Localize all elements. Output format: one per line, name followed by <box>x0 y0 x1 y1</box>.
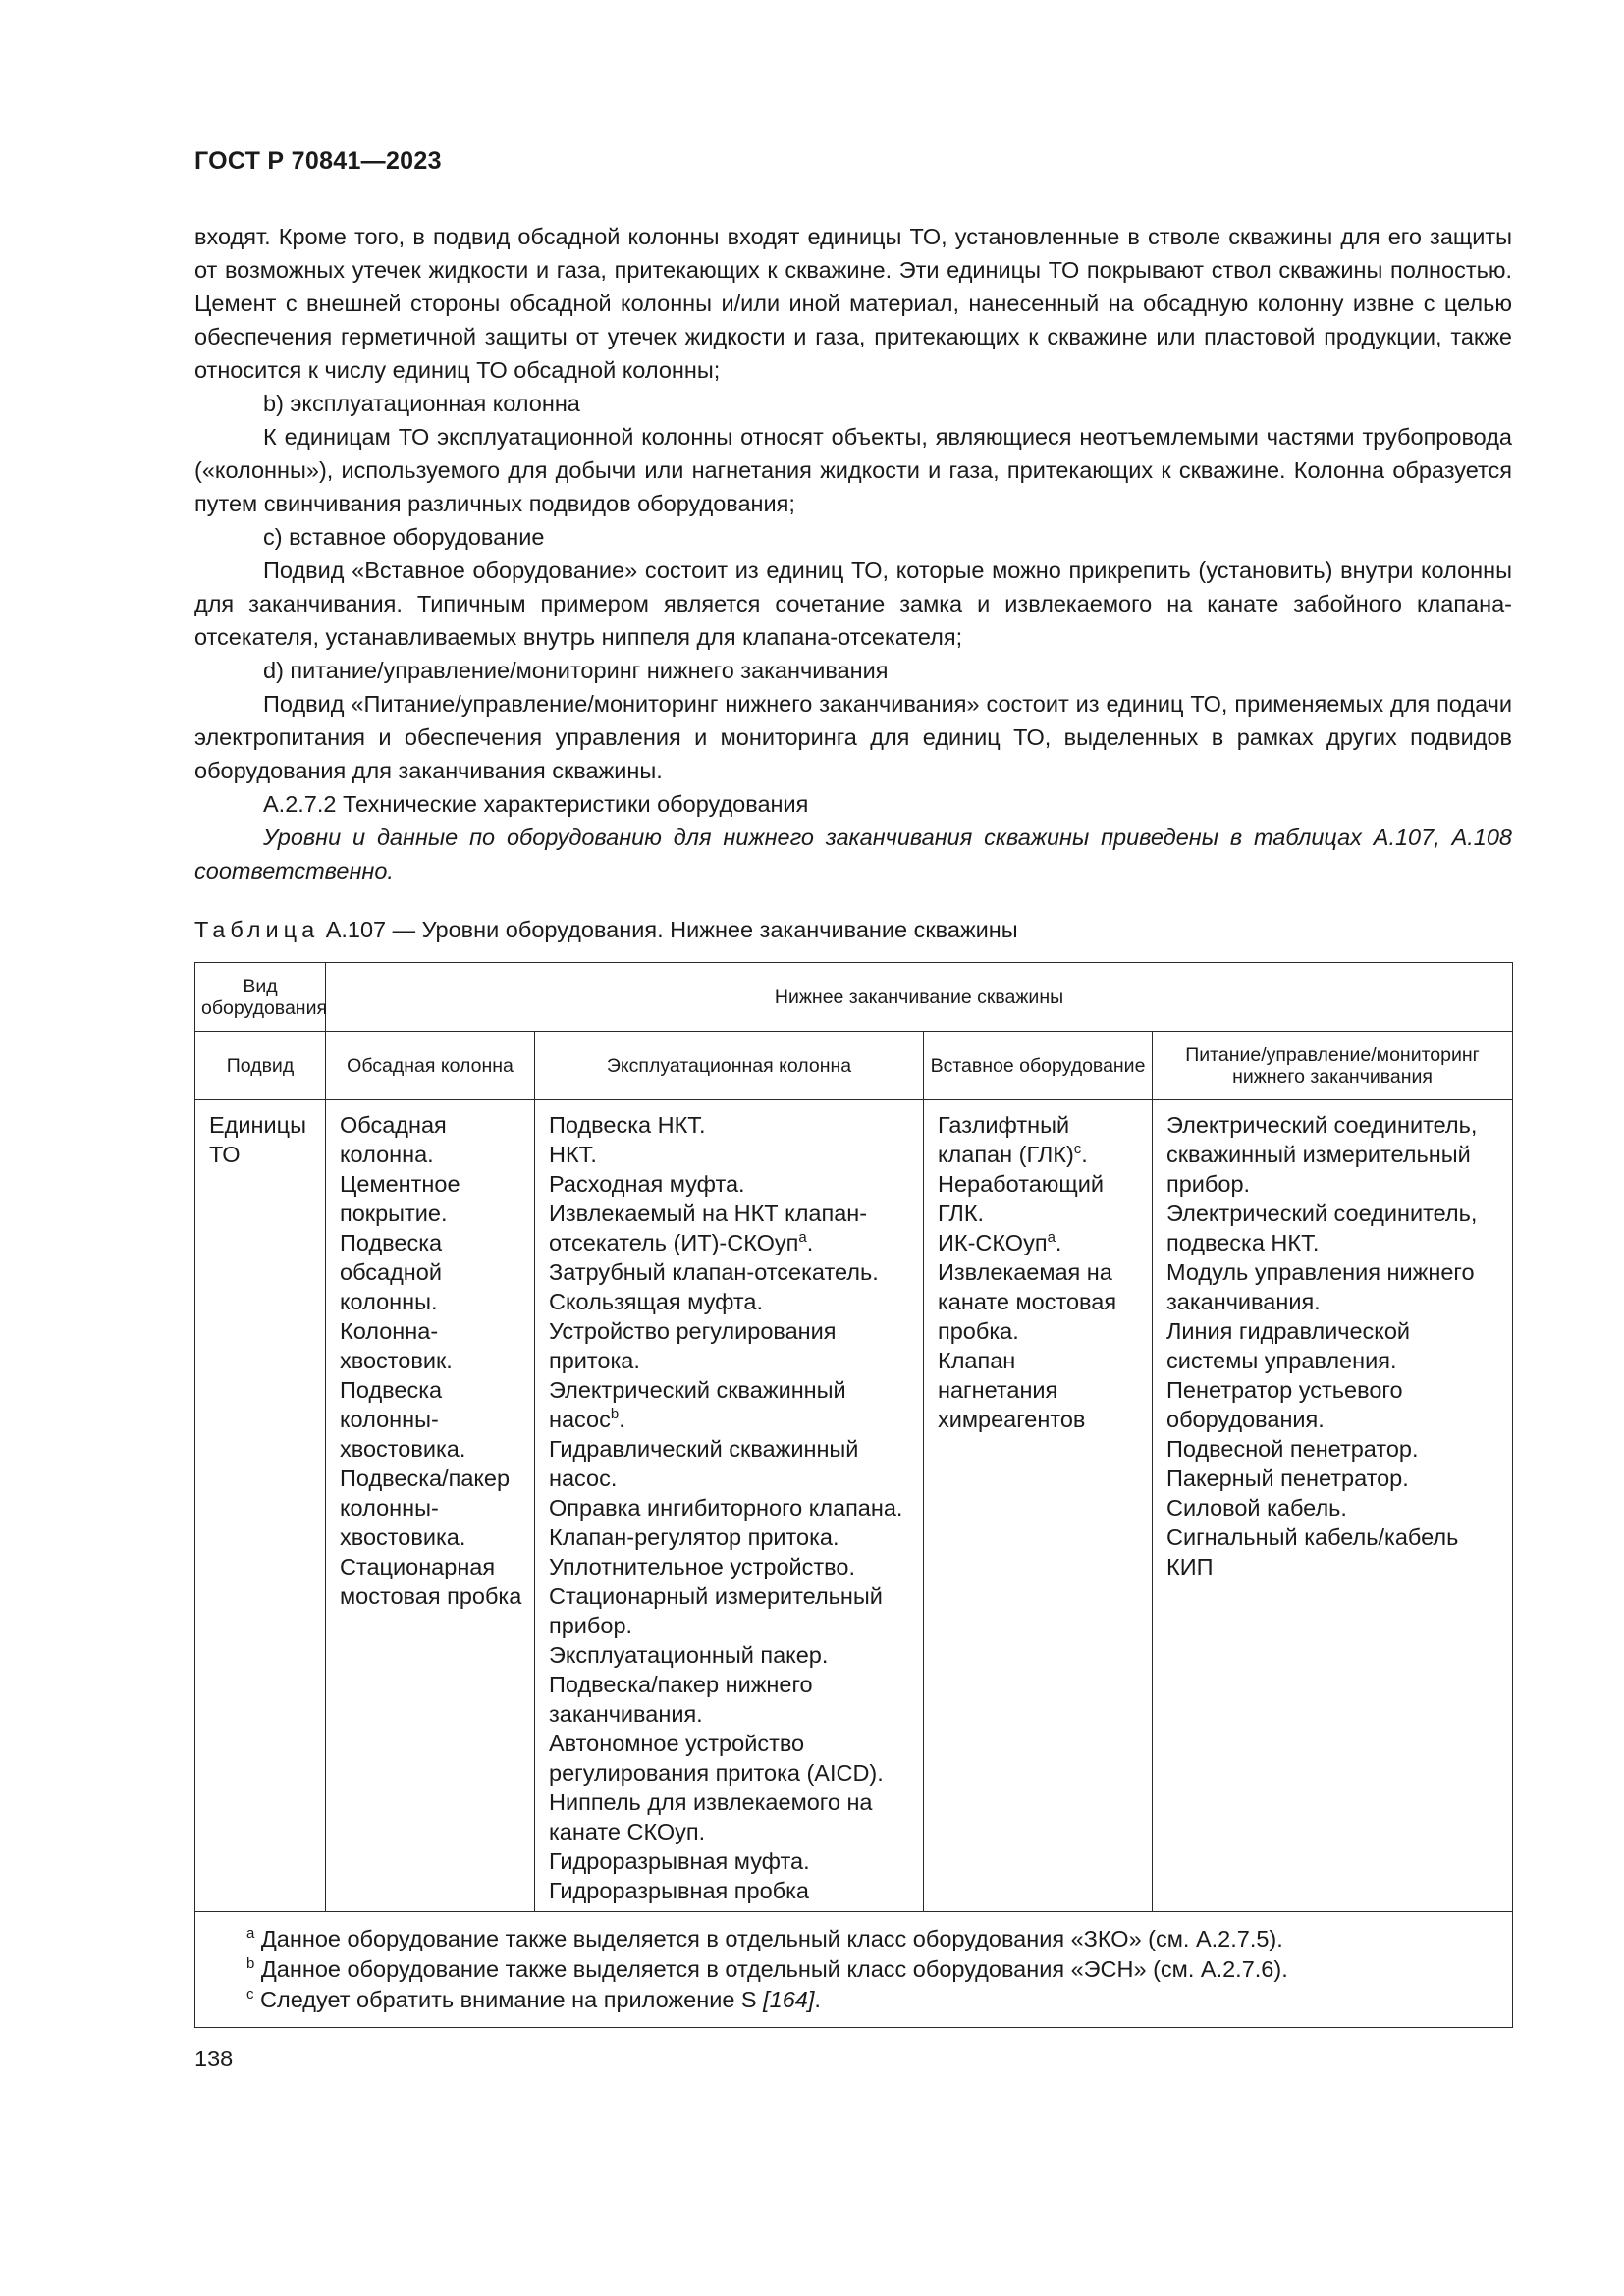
footnote-c: $^c$ Следует обратить внимание на приложение S [164]. <box>246 1986 821 2012</box>
row-label: Единицы ТО <box>209 1112 306 1167</box>
list-item: Подвеска НКТ. <box>549 1112 706 1138</box>
paragraph: Подвид «Питание/управление/мониторинг нижнего заканчивания» состоит из единиц ТО, применяемых для подачи электропитания и обеспечения управления и мониторинга для единиц ТО, выделенных в рамках других подвидов оборудования для заканчивания скважины. <box>194 691 1512 783</box>
list-item: Подвеска обсадной колонны. <box>340 1230 443 1314</box>
list-item: Электрический соединитель, скважинный измерительный прибор. <box>1166 1112 1478 1197</box>
header-cell: Подвид <box>195 1032 326 1100</box>
table-caption-prefix: Таблица <box>194 917 320 942</box>
list-item-c: c) вставное оборудование <box>263 524 545 550</box>
table-row <box>195 1100 1513 1912</box>
list-item-d: d) питание/управление/мониторинг нижнего заканчивания <box>263 658 889 683</box>
list-item: ИК-СКОуп$^a$. <box>938 1229 1062 1255</box>
list-item: Обсадная колонна. <box>340 1112 447 1167</box>
list-item: Газлифтный клапан (ГЛК)$^c$. <box>938 1112 1088 1167</box>
paragraph: Подвид «Вставное оборудование» состоит из единиц ТО, которые можно прикрепить (установить) внутри колонны для заканчивания. Типичным примером является сочетание замка и извлекаемого на канате забойного клапана-отсекателя, устанавливаемых внутрь ниппеля для клапана-отсекателя; <box>194 558 1512 650</box>
list-item: Линия гидравлической системы управления. <box>1166 1318 1411 1373</box>
reference-link: [164] <box>763 1987 815 2012</box>
section-heading: А.2.7.2 Технические характеристики оборудования <box>263 791 809 817</box>
list-item: Эксплуатационный пакер. <box>549 1642 829 1668</box>
list-item: Электрический соединитель, подвеска НКТ. <box>1166 1201 1478 1255</box>
footnote-marker-b: b <box>610 1406 620 1423</box>
header-cell: Обсадная колонна <box>326 1032 535 1100</box>
table-cell <box>326 1100 535 1912</box>
paragraph: Уровни и данные по оборудованию для нижнего заканчивания скважины приведены в таблицах А.107, А.108 соответственно. <box>194 825 1512 883</box>
list-item: НКТ. <box>549 1142 597 1167</box>
list-item: Извлекаемая на канате мостовая пробка. <box>938 1259 1117 1344</box>
table-caption-text: А.107 — Уровни оборудования. Нижнее заканчивание скважины <box>325 917 1018 942</box>
list-item: Гидравлический скважинный насос. <box>549 1436 859 1491</box>
document-header: ГОСТ Р 70841—2023 <box>194 147 442 175</box>
list-item: Клапан нагнетания химреагентов <box>938 1348 1086 1432</box>
list-item: Гидроразрывная муфта. <box>549 1848 810 1874</box>
list-item: Модуль управления нижнего заканчивания. <box>1166 1259 1475 1314</box>
list-item: Подвесной пенетратор. <box>1166 1436 1419 1462</box>
list-item: Электрический скважинный насос$^b$. <box>549 1377 846 1432</box>
list-item: Гидроразрывная пробка <box>549 1878 809 1903</box>
list-item: Подвеска колонны-хвостовика. <box>340 1377 466 1462</box>
table-cell <box>535 1100 924 1912</box>
list-item: Расходная муфта. <box>549 1171 745 1197</box>
list-item: Ниппель для извлекаемого на канате СКОуп. <box>549 1789 873 1844</box>
list-item: Клапан-регулятор притока. <box>549 1524 839 1550</box>
header-cell: Питание/управление/мониторинг нижнего заканчивания <box>1153 1032 1513 1100</box>
list-item: Стационарная мостовая пробка <box>340 1554 522 1609</box>
page-number: 138 <box>194 2046 234 2071</box>
list-item: Скользящая муфта. <box>549 1289 764 1314</box>
list-item: Пакерный пенетратор. <box>1166 1466 1409 1491</box>
table-cell <box>195 1100 326 1912</box>
footnote-b: $^b$ Данное оборудование также выделяется в отдельный класс оборудования «ЭСН» (см. А.2.7.6). <box>246 1955 1288 1982</box>
footnote-marker-c: c <box>1073 1141 1082 1158</box>
list-item: Извлекаемый на НКТ клапан-отсекатель (ИТ)-СКОуп$^a$. <box>549 1201 868 1255</box>
footnote-a: $^a$ Данное оборудование также выделяется в отдельный класс оборудования «ЗКО» (см. А.2.7.5). <box>246 1925 1283 1951</box>
paragraph: входят. Кроме того, в подвид обсадной колонны входят единицы ТО, установленные в стволе скважины для его защиты от возможных утечек жидкости и газа, притекающих к скважине. Эти единицы ТО покрывают ствол скважины полностью. Цемент с внешней стороны обсадной колонны и/или иной материал, нанесенный на обсадную колонну извне с целью обеспечения герметичной защиты от утечек жидкости и газа, притекающих к скважине или пластовой продукции, также относится к числу единиц ТО обсадной колонны; <box>194 224 1512 383</box>
list-item: Автономное устройство регулирования притока (AICD). <box>549 1731 884 1786</box>
table-row <box>195 1032 1513 1100</box>
body-text <box>194 220 1512 887</box>
header-cell: Вставное оборудование <box>924 1032 1153 1100</box>
header-cell: Вид оборудования <box>195 963 326 1032</box>
paragraph: К единицам ТО эксплуатационной колонны относят объекты, являющиеся неотъемлемыми частями трубопровода («колонны»), используемого для добычи или нагнетания жидкости и газа, притекающих к скважине. Колонна образуется путем свинчивания различных подвидов оборудования; <box>194 424 1512 516</box>
header-cell: Эксплуатационная колонна <box>535 1032 924 1100</box>
table-row <box>195 963 1513 1032</box>
equipment-levels-table <box>194 962 1513 2028</box>
table-caption <box>194 917 1018 943</box>
footnote-marker-a: a <box>798 1229 807 1247</box>
list-item: Затрубный клапан-отсекатель. <box>549 1259 879 1285</box>
list-item: Пенетратор устьевого оборудования. <box>1166 1377 1403 1432</box>
list-item: Подвеска/пакер нижнего заканчивания. <box>549 1672 813 1727</box>
list-item: Оправка ингибиторного клапана. <box>549 1495 903 1521</box>
list-item: Цементное покрытие. <box>340 1171 460 1226</box>
table-cell <box>924 1100 1153 1912</box>
list-item: Стационарный измерительный прибор. <box>549 1583 883 1638</box>
table-cell <box>1153 1100 1513 1912</box>
list-item: Подвеска/пакер колонны-хвостовика. <box>340 1466 511 1550</box>
list-item: Сигнальный кабель/кабель КИП <box>1166 1524 1459 1579</box>
list-item-b: b) эксплуатационная колонна <box>263 391 580 416</box>
list-item: Уплотнительное устройство. <box>549 1554 855 1579</box>
list-item: Силовой кабель. <box>1166 1495 1347 1521</box>
list-item: Устройство регулирования притока. <box>549 1318 837 1373</box>
table-footnotes <box>195 1912 1513 2028</box>
footnote-marker-a: a <box>1047 1229 1056 1247</box>
list-item: Неработающий ГЛК. <box>938 1171 1104 1226</box>
list-item: Колонна-хвостовик. <box>340 1318 453 1373</box>
table-row <box>195 1912 1513 2028</box>
header-cell: Нижнее заканчивание скважины <box>326 963 1513 1032</box>
